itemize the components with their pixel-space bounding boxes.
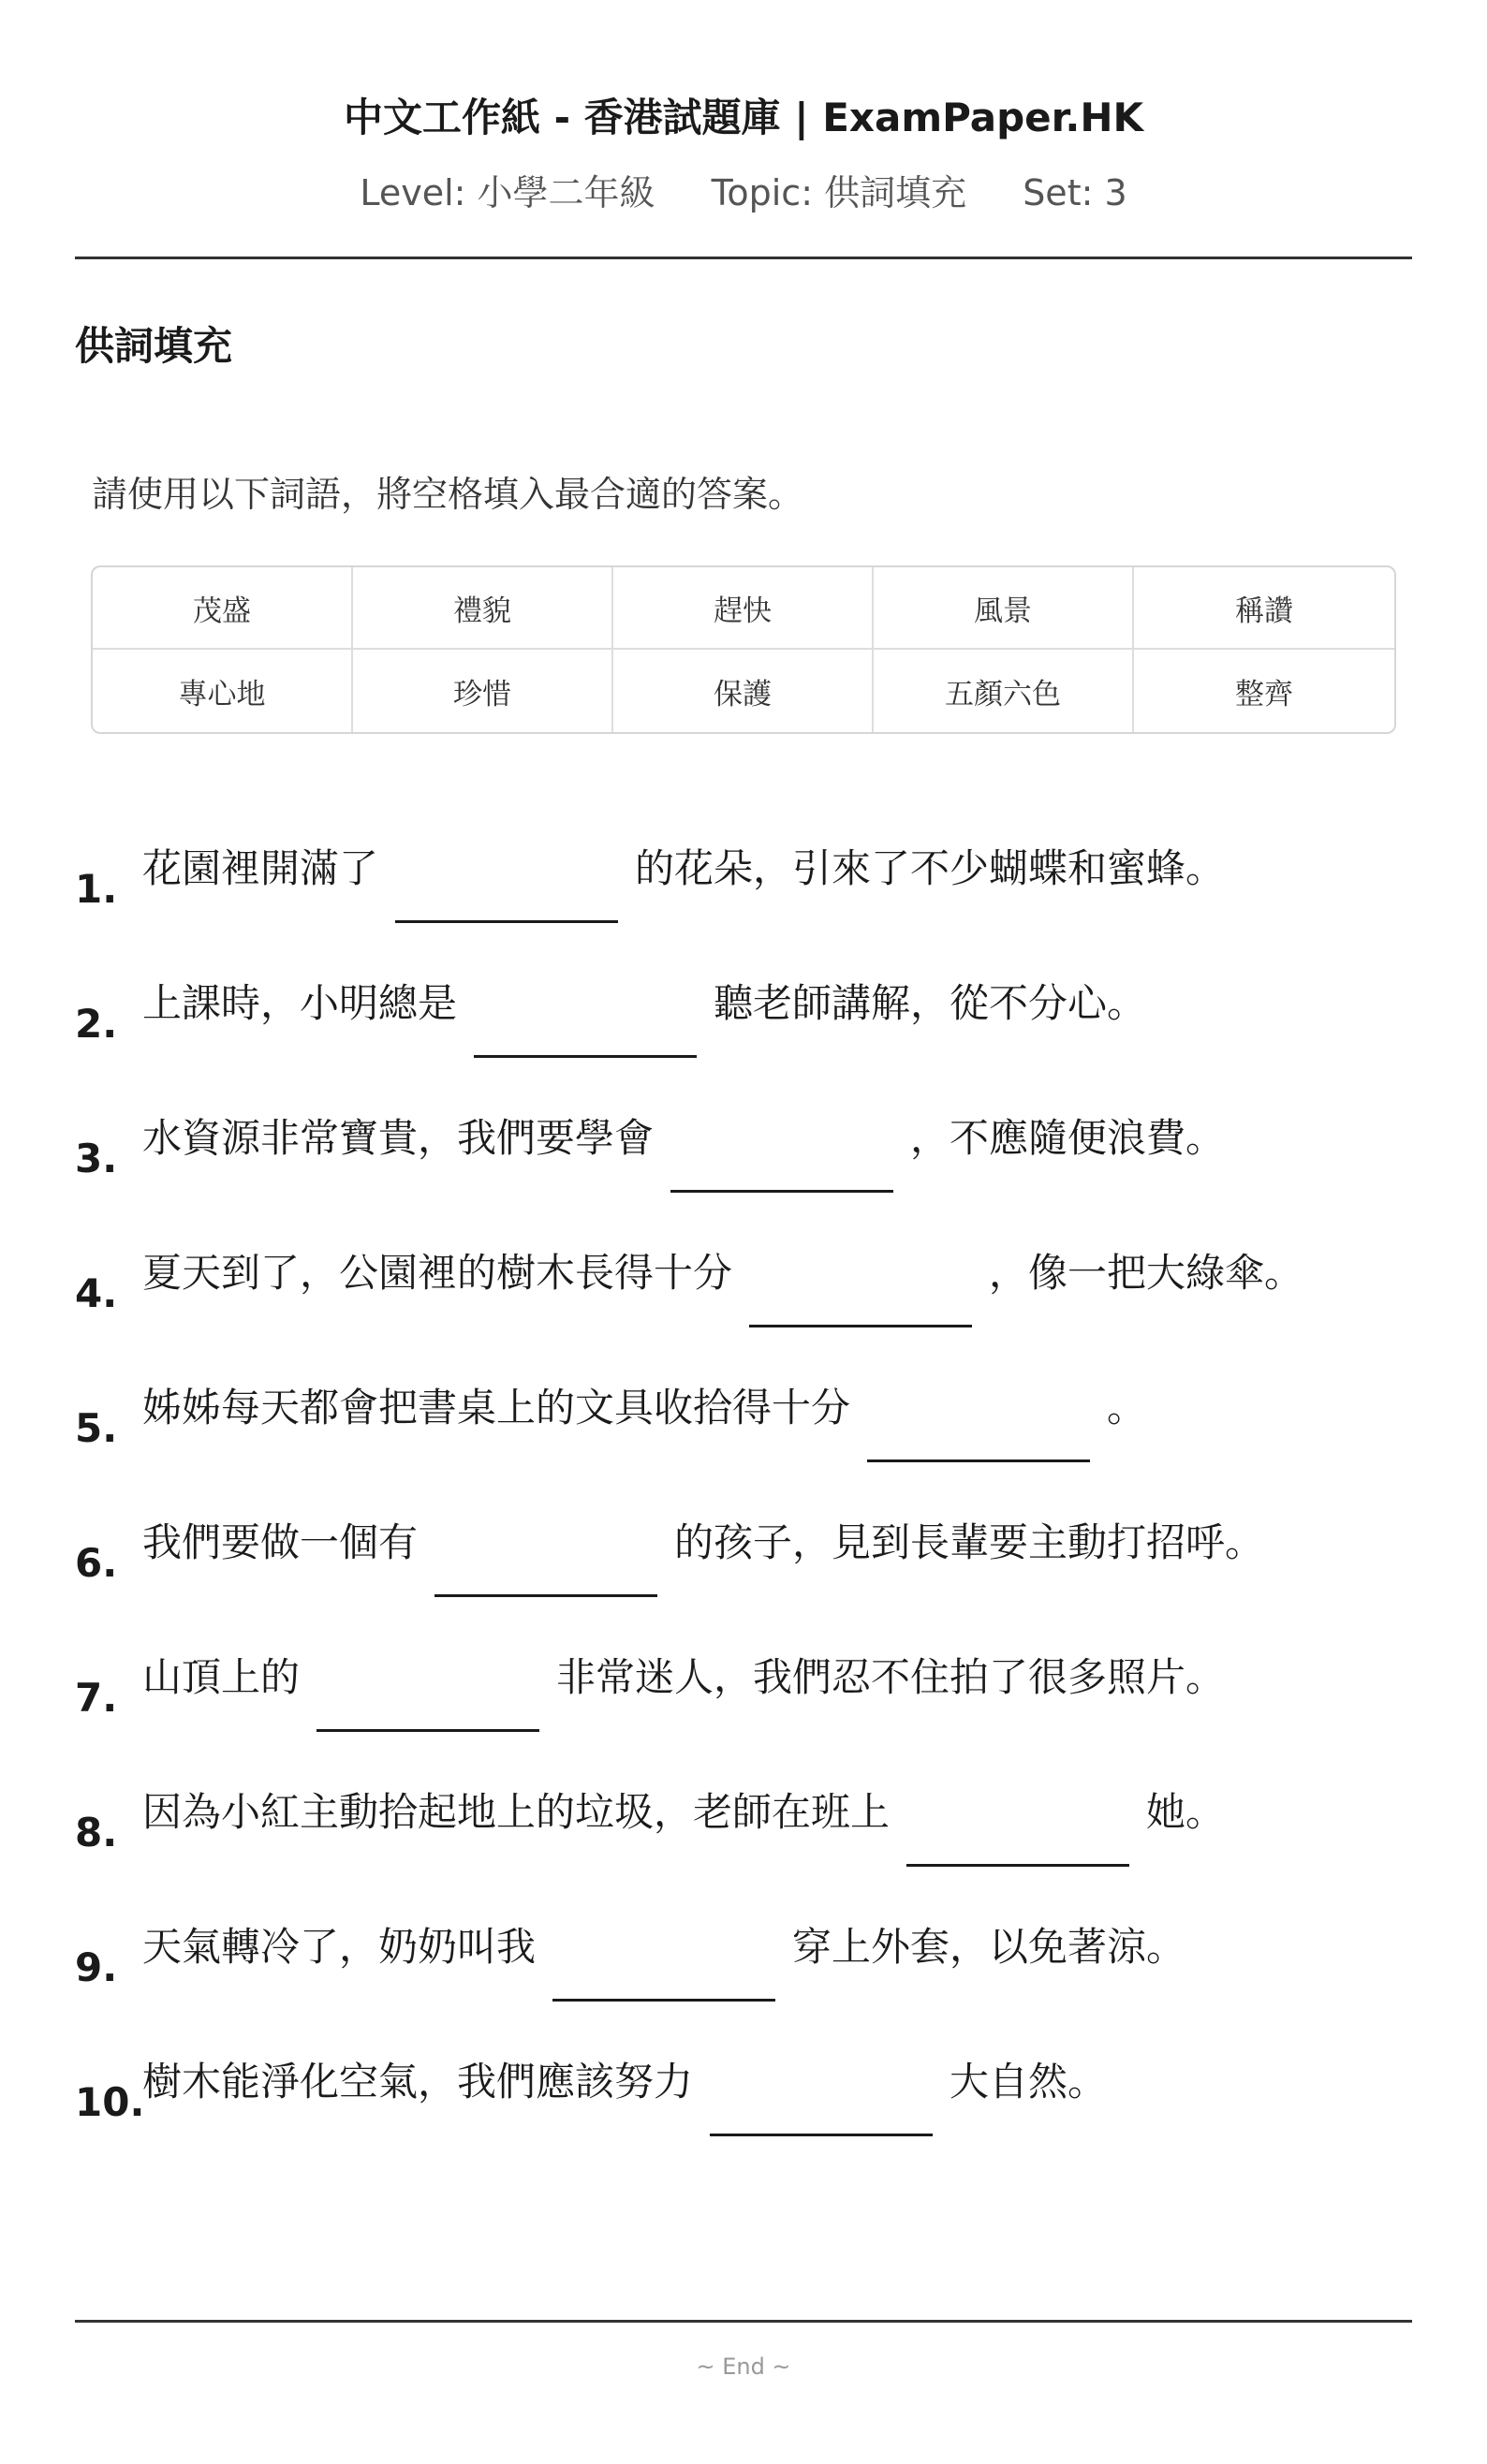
word-bank-cell: 整齊 xyxy=(1235,677,1293,711)
word-bank-cell: 風景 xyxy=(874,567,1134,650)
section-title: 供詞填充 xyxy=(75,323,233,369)
answer-blank[interactable] xyxy=(474,1018,697,1058)
question-text-after: 大自然。 xyxy=(950,2059,1108,2105)
topic-label: Topic: 供詞填充 xyxy=(711,172,967,213)
question-number: 1. xyxy=(75,866,118,912)
question-text xyxy=(142,977,1146,1030)
question-text-before: 樹木能淨化空氣，我們應該努力 xyxy=(142,2059,694,2105)
question-number: 10. xyxy=(75,2079,145,2125)
question-item xyxy=(75,977,1412,1052)
worksheet-meta xyxy=(75,169,1412,217)
level-label: Level: 小學二年級 xyxy=(360,172,655,213)
word-bank-cell: 五顏六色 xyxy=(874,650,1134,732)
answer-blank[interactable] xyxy=(395,883,618,923)
word-bank-cell: 保護 xyxy=(613,650,874,732)
question-text-after: 的花朵，引來了不少蝴蝶和蜜蜂。 xyxy=(635,845,1226,891)
question-text-before: 花園裡開滿了 xyxy=(142,845,379,891)
question-text-after: ，不應隨便浪費。 xyxy=(910,1115,1226,1161)
question-text xyxy=(142,1921,1185,1973)
question-number: 7. xyxy=(75,1675,118,1721)
question-item xyxy=(75,1786,1412,1861)
question-item xyxy=(75,2056,1412,2131)
question-text-before: 上課時，小明總是 xyxy=(142,980,458,1026)
question-number: 8. xyxy=(75,1810,118,1855)
question-text xyxy=(142,1382,1146,1434)
answer-blank[interactable] xyxy=(906,1826,1129,1867)
question-item xyxy=(75,843,1412,917)
question-text xyxy=(142,1651,1225,1704)
question-text-before: 夏天到了，公園裡的樹木長得十分 xyxy=(142,1250,733,1296)
set-label: Set: 3 xyxy=(1023,172,1127,213)
question-text-after: 的孩子，見到長輩要主動打招呼。 xyxy=(674,1519,1265,1565)
question-text-before: 山頂上的 xyxy=(142,1654,301,1700)
question-text-after: 。 xyxy=(1107,1385,1147,1430)
question-text-before: 我們要做一個有 xyxy=(142,1519,419,1565)
question-text-before: 因為小紅主動拾起地上的垃圾，老師在班上 xyxy=(142,1789,891,1835)
question-text-after: 穿上外套，以免著涼。 xyxy=(792,1924,1186,1970)
question-text xyxy=(142,1517,1264,1569)
question-number: 5. xyxy=(75,1405,118,1451)
question-item xyxy=(75,1382,1412,1457)
question-text-before: 天氣轉冷了，奶奶叫我 xyxy=(142,1924,537,1970)
question-item xyxy=(75,1517,1412,1591)
question-item xyxy=(75,1921,1412,1996)
footer-divider xyxy=(75,2320,1412,2323)
question-item xyxy=(75,1651,1412,1726)
question-text-after: 她。 xyxy=(1146,1789,1226,1835)
question-item xyxy=(75,1247,1412,1322)
question-number: 9. xyxy=(75,1944,118,1990)
question-text xyxy=(142,1247,1303,1299)
question-text-before: 水資源非常寶貴，我們要學會 xyxy=(142,1115,655,1161)
question-text-before: 姊姊每天都會把書桌上的文具收拾得十分 xyxy=(142,1385,851,1430)
footer-end-mark: ~ End ~ xyxy=(696,2354,791,2380)
question-item xyxy=(75,1112,1412,1187)
question-text xyxy=(142,2056,1107,2108)
answer-blank[interactable] xyxy=(749,1287,972,1327)
answer-blank[interactable] xyxy=(867,1422,1090,1462)
word-bank-cell: 禮貌 xyxy=(353,567,613,650)
question-text xyxy=(142,1112,1225,1165)
word-bank-cell: 珍惜 xyxy=(353,650,613,732)
answer-blank[interactable] xyxy=(670,1152,893,1193)
answer-blank[interactable] xyxy=(552,1961,775,2002)
worksheet-header xyxy=(75,90,1412,217)
question-text-after: ，像一把大綠傘。 xyxy=(989,1250,1304,1296)
page-title: 中文工作紙 - 香港試題庫 | ExamPaper.HK xyxy=(343,95,1144,140)
instruction-text: 請使用以下詞語，將空格填入最合適的答案。 xyxy=(92,474,804,515)
word-bank-cell: 趕快 xyxy=(613,567,874,650)
header-divider xyxy=(75,257,1412,259)
worksheet-page xyxy=(75,0,1412,2464)
question-text-after: 聽老師講解，從不分心。 xyxy=(714,980,1147,1026)
question-text-after: 非常迷人，我們忍不住拍了很多照片。 xyxy=(556,1654,1226,1700)
question-number: 4. xyxy=(75,1270,118,1316)
question-number: 2. xyxy=(75,1001,118,1047)
question-number: 3. xyxy=(75,1136,118,1181)
question-text xyxy=(142,1786,1225,1839)
word-bank-table xyxy=(91,565,1396,734)
answer-blank[interactable] xyxy=(317,1692,539,1732)
word-bank-cell: 稱讚 xyxy=(1134,567,1394,650)
answer-blank[interactable] xyxy=(710,2096,933,2136)
question-text xyxy=(142,843,1225,895)
question-number: 6. xyxy=(75,1540,118,1586)
answer-blank[interactable] xyxy=(434,1557,657,1597)
word-bank-cell: 專心地 xyxy=(93,650,353,732)
word-bank-cell: 茂盛 xyxy=(93,567,353,650)
